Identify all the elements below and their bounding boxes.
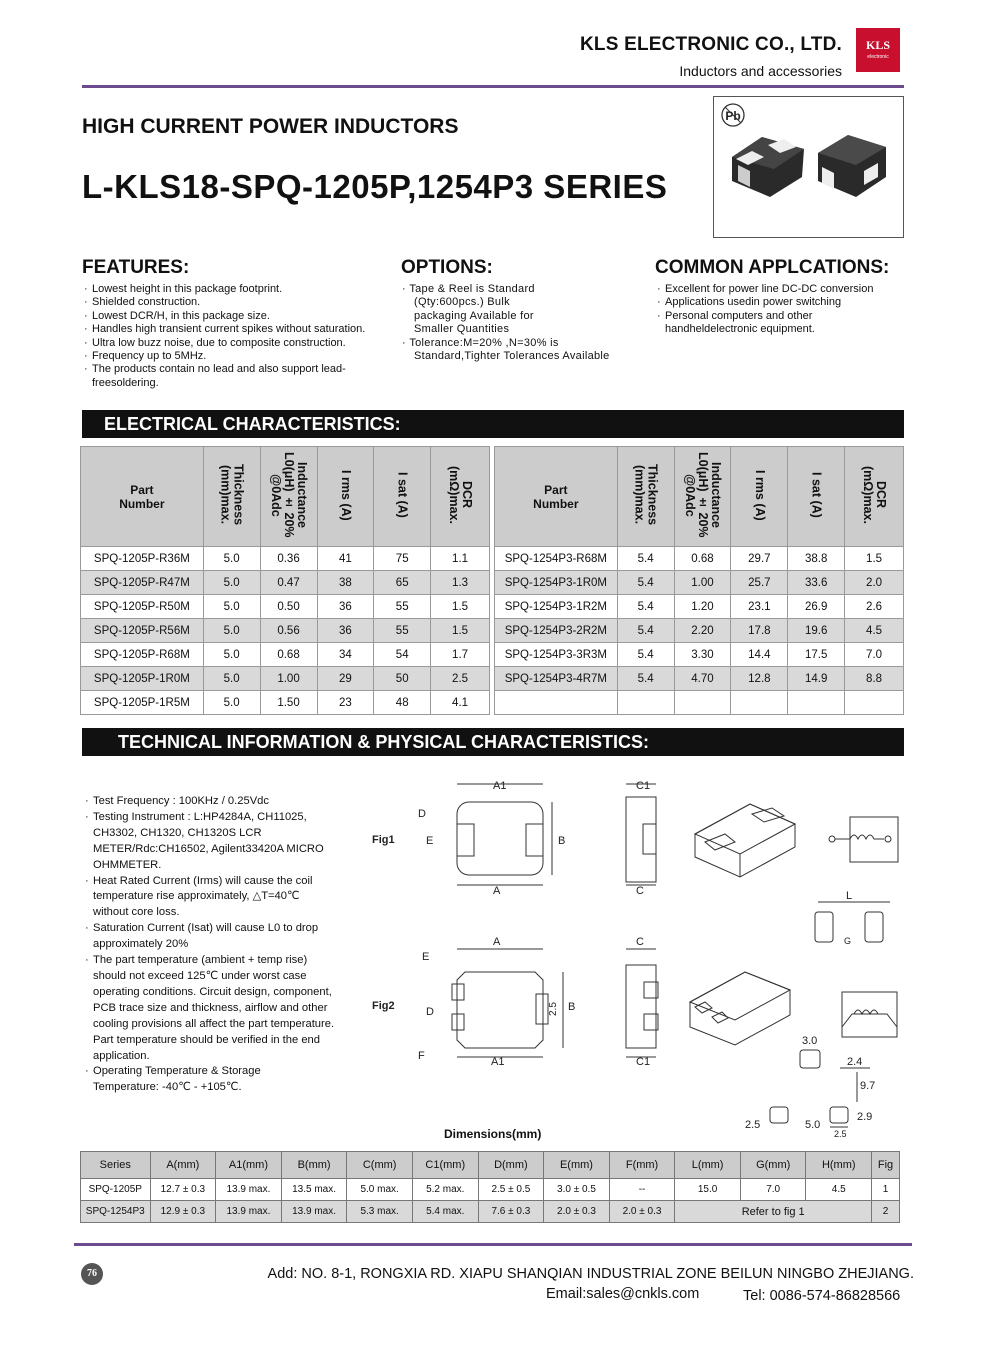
header-divider <box>82 85 904 88</box>
footer-tel: Tel: 0086-574-86828566 <box>743 1288 901 1304</box>
col-thickness: Thickness (mm)max. <box>203 447 260 547</box>
label-b-fig2: B <box>568 1001 576 1013</box>
list-item: · Saturation Current (Isat) will cause L0 to drop approximately 20% <box>85 922 319 951</box>
footprint-2 <box>745 1035 875 1139</box>
label-a1: A1 <box>493 780 507 792</box>
col-isat: I sat (A) <box>788 447 845 547</box>
list-item: · Tolerance:M=20% ,N=30% is Standard,Tighter Tolerances Available <box>402 336 610 363</box>
dimension-drawings <box>360 772 905 1142</box>
list-item: · Testing Instrument : L:HP4284A, CH11025, CH3302, CH1320, CH1320S LCR METER/Rdc:CH16502, Agilent33420A MICRO OHMMETER. <box>85 810 324 871</box>
col-part-number: Part Number <box>495 447 618 547</box>
table-row: SPQ-1205P-1R0M 5.0 1.00 29 50 2.5 <box>81 667 490 691</box>
inductor-photo-2 <box>818 135 886 197</box>
table-row: SPQ-1254P3-1R0M 5.4 1.00 25.7 33.6 2.0 <box>495 571 904 595</box>
inductor-symbol-2 <box>842 992 897 1037</box>
fig2-side-view <box>626 936 658 1068</box>
label-50: 5.0 <box>805 1119 821 1131</box>
technical-heading: TECHNICAL INFORMATION & PHYSICAL CHARACTERISTICS: <box>82 728 904 756</box>
table-row: SPQ-1254P3-4R7M 5.4 4.70 12.8 14.9 8.8 <box>495 667 904 691</box>
options-list <box>398 283 648 363</box>
col-part-number: Part Number <box>81 447 204 547</box>
fig2-3d-view <box>690 972 790 1045</box>
list-item: · Test Frequency : 100KHz / 0.25Vdc <box>85 795 269 807</box>
list-item: · Heat Rated Current (Irms) will cause the coil temperature rise approximately, △T=40℃ without core loss. <box>85 874 313 919</box>
label-25-fig2: 2.5 <box>548 1002 559 1016</box>
product-photo <box>713 96 904 238</box>
label-97: 9.7 <box>860 1080 876 1092</box>
fig2-label: Fig2 <box>372 1000 395 1012</box>
footer-divider <box>74 1243 912 1246</box>
list-item: · The part temperature (ambient + temp rise) should not exceed 125℃ under worst case operating conditions. Circuit design, component, PCB trace size and thickness, airflow and other cooling provisions all affect the part temperature. Part temperature should be verified in the end application. <box>85 954 335 1062</box>
logo-subtext: electronic <box>867 54 889 60</box>
table-row: SPQ-1205P-R56M 5.0 0.56 36 55 1.5 <box>81 619 490 643</box>
fig1-top-view <box>372 780 565 897</box>
label-d: D <box>418 808 426 820</box>
fig2-top-view <box>372 936 575 1068</box>
list-item: · Operating Temperature & Storage Temperature: -40℃ - +105℃. <box>85 1065 261 1094</box>
table-row: SPQ-1205P-R36M 5.0 0.36 41 75 1.1 <box>81 547 490 571</box>
fig1-label: Fig1 <box>372 834 395 846</box>
list-item: · Applications usedin power switching <box>657 296 842 309</box>
applications-list <box>655 283 905 337</box>
label-a: A <box>493 885 501 897</box>
page-title: HIGH CURRENT POWER INDUCTORS <box>82 115 459 138</box>
label-b: B <box>558 835 566 847</box>
table-row: SPQ-1254P3-2R2M 5.4 2.20 17.8 19.6 4.5 <box>495 619 904 643</box>
col-inductance: Inductance L0(μH) ± 20% @0Adc <box>674 447 731 547</box>
electrical-heading: ELECTRICAL CHARACTERISTICS: <box>82 410 904 438</box>
series-title: L-KLS18-SPQ-1205P,1254P3 SERIES <box>82 168 668 205</box>
kls-logo <box>856 28 900 72</box>
list-item: · Shielded construction. <box>84 296 201 309</box>
footer-email[interactable]: Email:sales@cnkls.com <box>546 1286 700 1302</box>
label-c1: C1 <box>636 780 651 792</box>
label-29: 2.9 <box>857 1111 873 1123</box>
label-30: 3.0 <box>802 1035 818 1047</box>
list-item: · Handles high transient current spikes without saturation. <box>84 323 366 336</box>
list-item: · Excellent for power line DC-DC conversion <box>657 283 874 295</box>
inductor-photo-1 <box>732 137 804 197</box>
table-row: SPQ-1205P-R47M 5.0 0.47 38 65 1.3 <box>81 571 490 595</box>
inductor-symbol-1 <box>829 817 898 862</box>
col-dcr: DCR (mΩ)max. <box>845 447 904 547</box>
table-row: SPQ-1254P3-1R2M 5.4 1.20 23.1 26.9 2.6 <box>495 595 904 619</box>
list-item: · The products contain no lead and also support lead-freesoldering. <box>84 363 346 389</box>
options-heading: OPTIONS: <box>401 257 493 278</box>
fig1-side-view <box>626 780 656 897</box>
table-row: SPQ-1254P3 12.9 ± 0.3 13.9 max. 13.9 max. 5.3 max. 5.4 max. 7.6 ± 0.3 2.0 ± 0.3 2.0 ± 0.3 Refer to fig 1 2 <box>81 1201 900 1223</box>
list-item: · Lowest DCR/H, in this package size. <box>84 309 270 322</box>
applications-heading: COMMON APPLCATIONS: <box>655 257 890 278</box>
table-row: SPQ-1205P-1R5M 5.0 1.50 23 48 4.1 <box>81 691 490 715</box>
company-subtitle: Inductors and accessories <box>679 63 842 79</box>
label-25-pad2: 2.5 <box>834 1129 847 1139</box>
list-item: · Frequency up to 5MHz. <box>84 350 207 363</box>
label-25-pad: 2.5 <box>745 1119 761 1131</box>
fig1-3d-view <box>695 804 795 877</box>
table-row: SPQ-1205P-R68M 5.0 0.68 34 54 1.7 <box>81 643 490 667</box>
company-name: KLS ELECTRONIC CO., LTD. <box>580 34 842 55</box>
product-photo-illustration <box>714 97 903 237</box>
list-item: · Ultra low buzz noise, due to composite construction. <box>84 336 346 349</box>
features-list <box>82 283 392 390</box>
col-irms: I rms (A) <box>731 447 788 547</box>
col-inductance: Inductance L0(μH) ± 20% @0Adc <box>260 447 317 547</box>
list-item: · Personal computers and other handheldelectronic equipment. <box>657 309 815 336</box>
label-24: 2.4 <box>847 1056 863 1068</box>
logo-text: KLS <box>865 38 890 52</box>
table-row <box>495 691 904 715</box>
label-g: G <box>844 936 852 946</box>
label-a1-fig2: A1 <box>491 1056 505 1068</box>
col-isat: I sat (A) <box>374 447 431 547</box>
label-e-fig2: E <box>422 951 430 963</box>
pb-label: Pb <box>725 109 741 123</box>
table-row: SPQ-1254P3-R68M 5.4 0.68 29.7 38.8 1.5 <box>495 547 904 571</box>
footprint-1 <box>815 890 890 946</box>
table-row: SPQ-1205P 12.7 ± 0.3 13.9 max. 13.5 max. 5.0 max. 5.2 max. 2.5 ± 0.5 3.0 ± 0.5 -- 15.0 7.0 4.5 1 <box>81 1179 900 1201</box>
footer-address: Add: NO. 8-1, RONGXIA RD. XIAPU SHANQIAN INDUSTRIAL ZONE BEILUN NINGBO ZHEJIANG. <box>267 1266 914 1282</box>
col-thickness: Thickness (mm)max. <box>617 447 674 547</box>
label-c1-fig2: C1 <box>636 1056 651 1068</box>
technical-list <box>83 794 363 1096</box>
col-dcr: DCR (mΩ)max. <box>431 447 490 547</box>
label-d-fig2: D <box>426 1006 434 1018</box>
table-row: SPQ-1205P-R50M 5.0 0.50 36 55 1.5 <box>81 595 490 619</box>
table-row: SPQ-1254P3-3R3M 5.4 3.30 14.4 17.5 7.0 <box>495 643 904 667</box>
label-l: L <box>846 890 853 902</box>
pb-free-icon <box>722 104 744 126</box>
col-irms: I rms (A) <box>317 447 374 547</box>
list-item: · Lowest height in this package footprint. <box>84 283 283 295</box>
electrical-table-1254p3 <box>494 446 904 715</box>
label-f: F <box>418 1050 425 1062</box>
page-number: 76 <box>81 1263 103 1285</box>
dimensions-header-row: Series A(mm) A1(mm) B(mm) C(mm) C1(mm) D(mm) E(mm) F(mm) L(mm) G(mm) H(mm) Fig <box>81 1152 900 1179</box>
electrical-table-1205p <box>80 446 490 715</box>
label-c: C <box>636 885 644 897</box>
label-e: E <box>426 835 434 847</box>
dimensions-table <box>80 1151 900 1223</box>
label-c-fig2: C <box>636 936 644 948</box>
features-heading: FEATURES: <box>82 257 190 278</box>
dimensions-caption: Dimensions(mm) <box>444 1127 542 1141</box>
list-item: · Tape & Reel is Standard (Qty:600pcs.) Bulk packaging Available for Smaller Quantities <box>402 283 535 336</box>
label-a-fig2: A <box>493 936 501 948</box>
